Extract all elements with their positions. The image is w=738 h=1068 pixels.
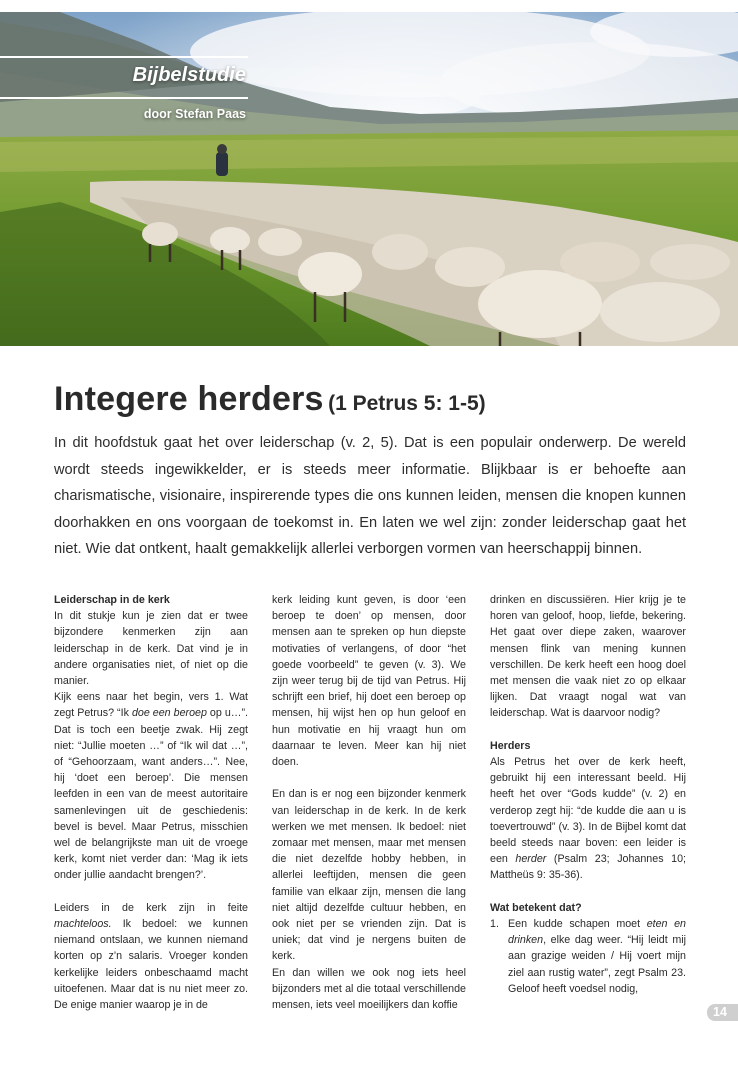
section-label: Bijbelstudie [132,64,246,86]
col2-paragraph-2: En dan is er nog een bijzonder kenmerk van leiderschap in de kerk. In de kerk werken we met mensen. Ik bedoel: niet zomaar met mensen, maar met mensen die niet dezelfde hobby hebben, in allerlei leeftijden, mensen die geen familie van elkaar zijn, mensen die lang niet altijd dezelfde cultuur hebben, en ook niet per se vrienden zijn. Dat is uniek; dat vind je nergens buiten de kerk. [272,788,466,963]
title-main: Integere herders [54,380,324,418]
header-bottom-rule [0,97,248,99]
page-number-tab: 14 [707,1004,738,1021]
article-title [54,380,694,419]
heading-wat-betekent: Wat betekent dat? [490,901,582,914]
col3-paragraph-1: drinken en discussiëren. Hier krijg je te horen van geloof, hoop, liefde, bekering. Het gaat over diepe zaken, waarover mensen flink van mening kunnen verschillen. De kerk heeft een hoog doel met mensen die vaak niet zo op elkaar lijken. Dat vraagt nogal wat van leiderschap. Wat is daarvoor nodig? [490,594,686,720]
heading-leiderschap: Leiderschap in de kerk [54,594,170,606]
numbered-item-1: 1. Een kudde schapen moet eten en drinken, elke dag weer. “Hij leidt mij aan grazige weiden / Hij voert mijn ziel aan rustig water”, zegt Psalm 23. Geloof heeft voedsel nodig, [490,918,686,995]
col1-paragraph-2: Kijk eens naar het begin, vers 1. Wat zegt Petrus? “Ik doe een beroep op u…”. Dat is toch een beetje zwak. Hij zegt niet: “Jullie moeten …” of “Ik wil dat …”, of “Gehoorzaam, want anders…”. Nee, hij ‘doet een beroep’. Die mensen leefden in een van de meest autoritaire samenlevingen uit de geschiedenis: bevel is bevel. Maar Petrus, misschien wel de belangrijkste man uit de vroege kerk, komt niet verder dan: ‘Mag ik iets onder jullie aandacht brengen?’. [54,691,248,882]
column-1 [54,592,248,1013]
item-number: 1. [490,918,499,931]
bible-reference: (1 Petrus 5: 1-5) [328,392,486,415]
col3-paragraph-2: Als Petrus het over de kerk heeft, gebruikt hij een interessant beeld. Hij heeft het over “Gods kudde” (v. 2) en verderop zegt hij: “de kudde die aan u is toevertrouwd” (v. 3). In de Bijbel komt dat beeld steeds naar boven: een leider is een herder (Psalm 23; Johannes 10; Mattheüs 9: 35-36). [490,756,686,882]
column-2 [272,592,466,1013]
hero-photo [0,12,738,346]
author-byline: door Stefan Paas [143,107,246,121]
col2-paragraph-3: En dan willen we ook nog iets heel bijzonders met al die totaal verschillende mensen, iets veel moeilijkers dan koffie [272,966,466,1012]
heading-herders: Herders [490,739,531,752]
header-top-rule [0,56,248,58]
col1-paragraph-3: Leiders in de kerk zijn in feite machteloos. Ik bedoel: we kunnen niemand ontslaan, we kunnen niemand korten op z’n salaris. Vroeger konden kerkelijke leiders onbeschaamd macht uitoefenen. Maar dat is nu niet meer zo. De enige manier waarop je in de [54,901,248,1012]
intro-paragraph: In dit hoofdstuk gaat het over leiderschap (v. 2, 5). Dat is een populair onderwerp. De wereld wordt steeds ingewikkelder, er is steeds meer informatie. Blijkbaar is er behoefte aan charismatische, visionaire, inspirerende types die ons kunnen leiden, mensen die knopen kunnen doorhakken en ons voorgaan de toekomst in. En laten we wel zijn: zonder leiderschap gaat het niet. Wie dat ontkent, haalt gemakkelijk allerlei verborgen vormen van heerschappij binnen. [54,435,686,558]
column-3 [490,592,686,997]
col2-paragraph-1: kerk leiding kunt geven, is door ‘een beroep te doen’ op mensen, door mensen aan te spreken op hun diepste motivaties of verlangens, of door “het goede voorbeeld” te geven (v. 3). We zijn weer terug bij de tijd van Petrus. Hij schrijft een brief, hij doet een beroep op mensen, hij wijst hen op hun geloof en hun motivatie en hij vraagt hun om daarnaar te leven. Meer kan hij niet doen. [272,594,466,769]
col1-paragraph-1: In dit stukje kun je zien dat er twee bijzondere kenmerken zijn aan leiderschap in de kerk. Dat vind je in andere organisaties niet, of niet op die manier. [54,610,248,688]
